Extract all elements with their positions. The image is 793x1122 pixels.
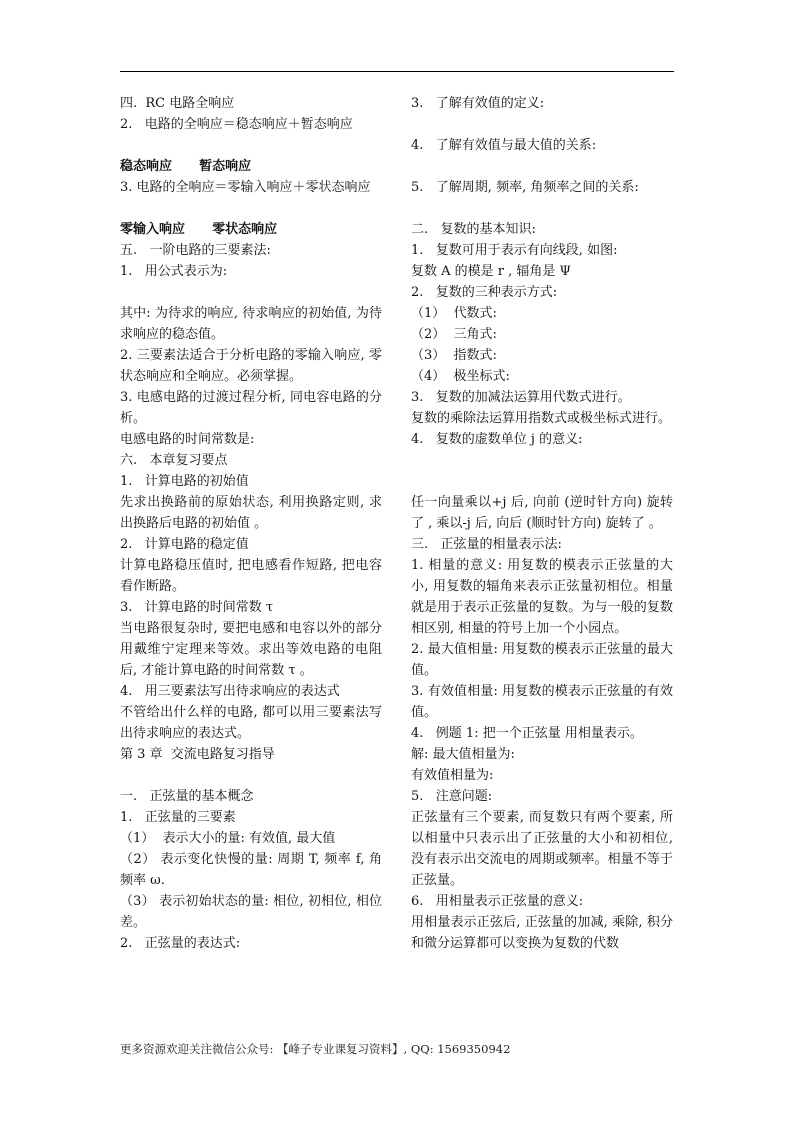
text-paragraph: 不管给出什么样的电路, 都可以用三要素法写出待求响应的表达式。 xyxy=(120,705,382,741)
text-line: 有效值相量为: xyxy=(411,768,494,783)
text-line: 3. 复数的加减法运算用代数式进行。 xyxy=(411,390,631,405)
text-paragraph: 复数的乘除法运算用指数式或极坐标式进行。 xyxy=(411,411,672,426)
left-column xyxy=(120,93,382,954)
text-line: 1. 计算电路的初始值 xyxy=(120,474,249,489)
section-heading: 六. 本章复习要点 xyxy=(120,453,228,468)
text-line: 4. 了解有效值与最大值的关系: xyxy=(411,138,597,153)
text-line: 1. 复数可用于表示有向线段, 如图: xyxy=(411,243,618,258)
text-line: 3. 了解有效值的定义: xyxy=(411,96,545,111)
text-paragraph: 3. 有效值相量: 用复数的模表示正弦量的有效值。 xyxy=(411,684,673,720)
page-footer: 更多资源欢迎关注微信公众号: 【峰子专业课复习资料】, QQ: 1569350942 xyxy=(120,1042,511,1056)
section-heading: 五. 一阶电路的三要素法: xyxy=(120,243,271,258)
text-line: （3） 指数式: xyxy=(411,348,497,363)
text-line: 1. 用公式表示为: xyxy=(120,264,228,279)
text-paragraph: （3） 表示初始状态的量: 相位, 初相位, 相位差。 xyxy=(120,894,382,930)
text-paragraph: 先求出换路前的原始状态, 利用换路定则, 求出换路后电路的初始值 。 xyxy=(120,495,382,531)
text-paragraph: 用相量表示正弦后, 正弦量的加减, 乘除, 积分和微分运算都可以变换为复数的代数 xyxy=(411,915,673,951)
text-line: 稳态响应 暂态响应 xyxy=(120,159,252,174)
text-line: （1） 代数式: xyxy=(411,306,497,321)
text-line: 4. 用三要素法写出待求响应的表达式 xyxy=(120,684,340,699)
text-line: 4. 复数的虚数单位 j 的意义: xyxy=(411,432,583,447)
text-paragraph: 任一向量乘以+j 后, 向前 (逆时针方向) 旋转了 , 乘以-j 后, 向后 (顺时针方向) 旋转了 。 xyxy=(411,495,673,531)
section-heading: 三. 正弦量的相量表示法: xyxy=(411,537,562,552)
section-heading: 一. 正弦量的基本概念 xyxy=(120,789,254,804)
text-paragraph: 2. 三要素法适合于分析电路的零输入响应, 零状态响应和全响应。必须掌握。 xyxy=(120,348,382,384)
text-line: 5. 了解周期, 频率, 角频率之间的关系: xyxy=(411,180,639,195)
text-line: 1. 正弦量的三要素 xyxy=(120,810,236,825)
text-paragraph: 3. 电路的全响应＝零输入响应＋零状态响应 xyxy=(120,180,371,195)
text-line: 2. 正弦量的表达式: xyxy=(120,936,241,951)
header-rule xyxy=(120,71,674,72)
text-line: 电感电路的时间常数是: xyxy=(120,432,255,447)
text-line: （2） 三角式: xyxy=(411,327,497,342)
text-paragraph: （2） 表示变化快慢的量: 周期 T, 频率 f, 角频率 ω. xyxy=(120,852,382,888)
text-line: 解: 最大值相量为: xyxy=(411,747,515,762)
text-paragraph: 3. 电感电路的过渡过程分析, 同电容电路的分析。 xyxy=(120,390,382,426)
text-paragraph: 正弦量有三个要素, 而复数只有两个要素, 所以相量中只表示出了正弦量的大小和初相位, 没有表示出交流电的周期或频率。相量不等于正弦量。 xyxy=(411,810,673,888)
right-column xyxy=(411,93,673,954)
text-line: 2. 复数的三种表示方式: xyxy=(411,285,558,300)
section-heading: 四. RC 电路全响应 xyxy=(120,96,235,111)
section-heading: 二. 复数的基本知识: xyxy=(411,222,536,237)
text-paragraph: 计算电路稳压值时, 把电感看作短路, 把电容看作断路。 xyxy=(120,558,382,594)
text-line: 复数 A 的模是 r , 辐角是 Ψ xyxy=(411,264,571,279)
text-paragraph: 当电路很复杂时, 要把电感和电容以外的部分用戴维宁定理来等效。求出等效电路的电阻后, 才能计算电路的时间常数 τ 。 xyxy=(120,621,382,678)
text-line: （1） 表示大小的量: 有效值, 最大值 xyxy=(120,831,336,846)
text-paragraph: 2. 最大值相量: 用复数的模表示正弦量的最大值。 xyxy=(411,642,673,678)
text-line: （4） 极坐标式: xyxy=(411,369,510,384)
text-line: 3. 计算电路的时间常数 τ xyxy=(120,600,274,615)
text-line: 零输入响应 零状态响应 xyxy=(120,222,278,237)
text-line: 2. 电路的全响应＝稳态响应＋暂态响应 xyxy=(120,117,353,132)
text-line: 6. 用相量表示正弦量的意义: xyxy=(411,894,584,909)
text-paragraph: 1. 相量的意义: 用复数的模表示正弦量的大小, 用复数的辐角来表示正弦量初相位。相量就是用于表示正弦量的复数。为与一般的复数相区别, 相量的符号上加一个小园点。 xyxy=(411,558,673,636)
text-line: 4. 例题 1: 把一个正弦量 用相量表示。 xyxy=(411,726,643,741)
text-paragraph: 其中: 为待求的响应, 待求响应的初始值, 为待求响应的稳态值。 xyxy=(120,306,382,342)
chapter-title: 第 3 章 交流电路复习指导 xyxy=(120,747,275,762)
text-line: 2. 计算电路的稳定值 xyxy=(120,537,249,552)
text-line: 5. 注意问题: xyxy=(411,789,493,804)
